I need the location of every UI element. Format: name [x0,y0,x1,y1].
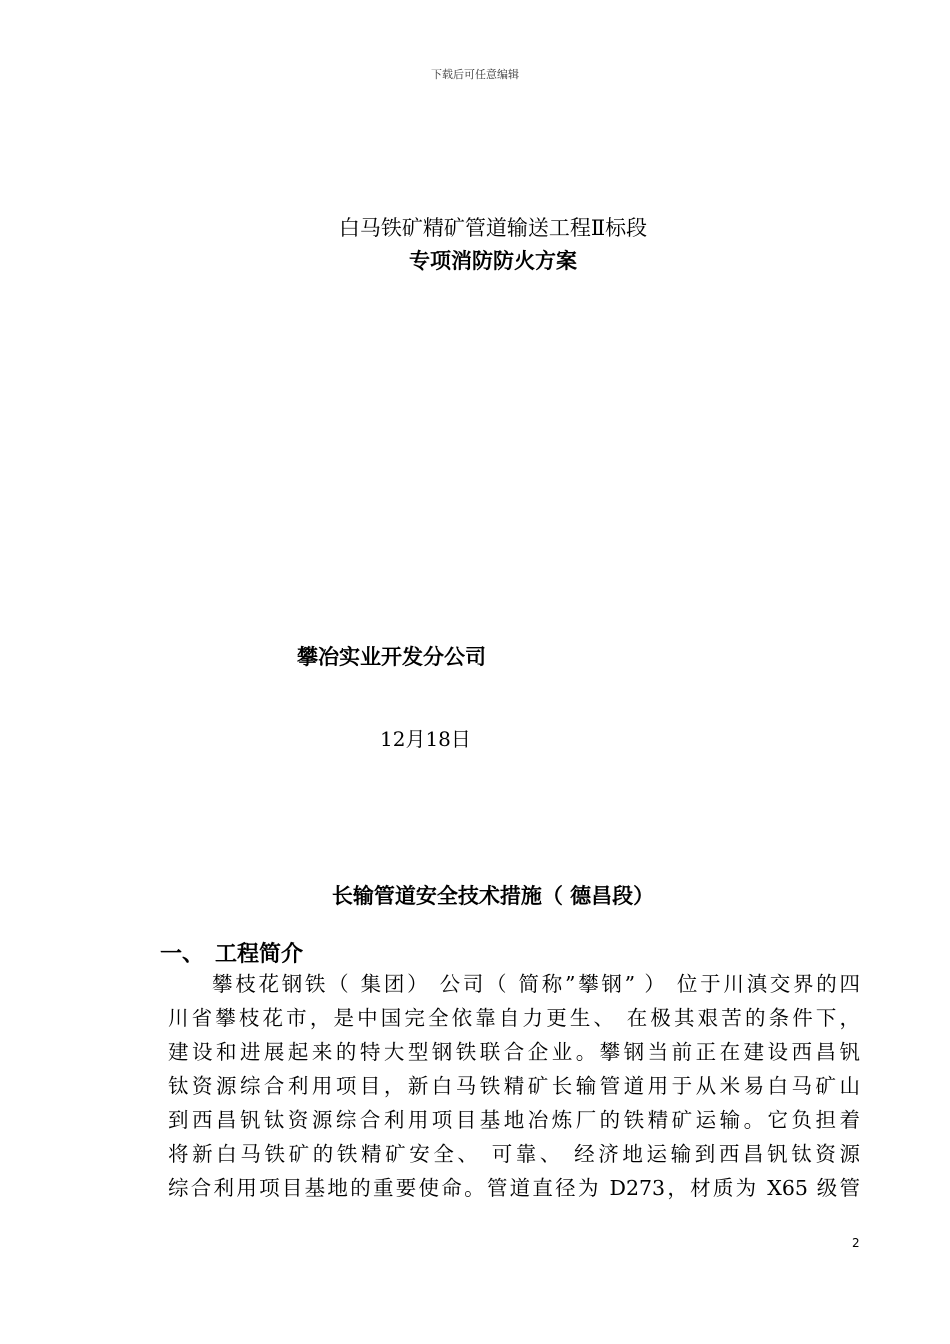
section-title: 长输管道安全技术措施（ 德昌段） [331,884,655,908]
cover-title-line1: 白马铁矿精矿管道输送工程Ⅱ标段 [338,216,648,240]
paragraph-line: 将新白马铁矿的铁精矿安全、 可靠、 经济地运输到西昌钒钛资源 [168,1142,860,1166]
cover-date: 12月18日 [380,727,471,751]
page-number: 2 [852,1236,860,1250]
paragraph-line: 到西昌钒钛资源综合利用项目基地冶炼厂的铁精矿运输。它负担着 [168,1108,860,1132]
paragraph-line: 建设和进展起来的特大型钢铁联合企业。攀钢当前正在建设西昌钒 [168,1040,860,1064]
heading-number: 一、 [160,942,205,967]
heading-text: 工程简介 [215,942,304,967]
page-header-note: 下载后可任意编辑 [431,68,519,81]
paragraph-line: 钛资源综合利用项目，新白马铁精矿长输管道用于从米易白马矿山 [168,1074,860,1098]
paragraph-line: 川省攀枝花市，是中国完全依靠自力更生、 在极其艰苦的条件下， [168,1006,860,1030]
paragraph-line: 攀枝花钢铁（ 集团） 公司（ 简称”攀钢” ） 位于川滇交界的四 [212,972,860,996]
cover-title-line2: 专项消防防火方案 [409,249,577,273]
company-name: 攀冶实业开发分公司 [297,645,486,669]
paragraph-line: 综合利用项目基地的重要使命。管道直径为 D273，材质为 X65 级管 [168,1176,860,1200]
